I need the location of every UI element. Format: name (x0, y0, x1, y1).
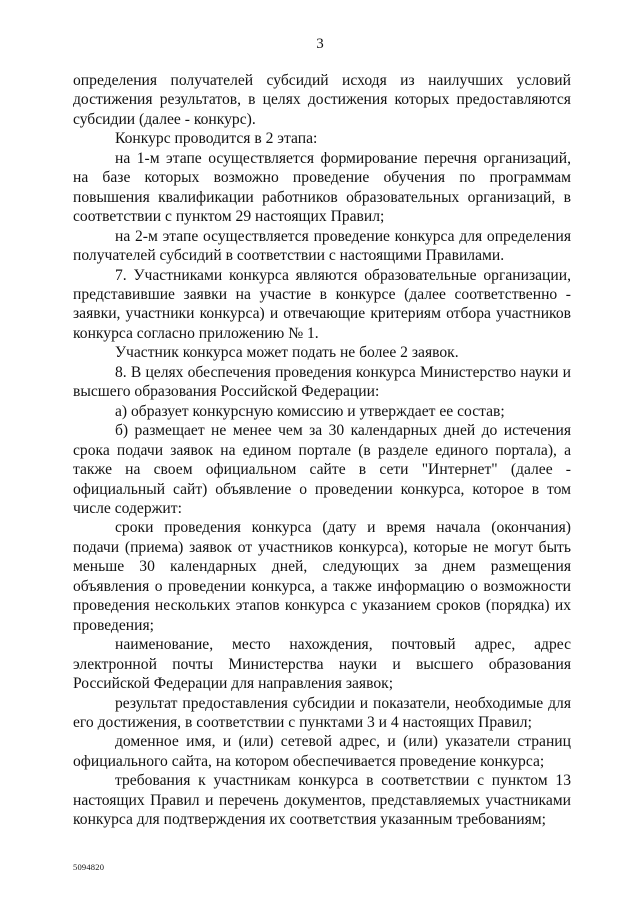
paragraph-continuation: определения получателей субсидий исходя из наилучших условий достижения результатов, в целях достижения которых предоставляются субсидии (далее - конкурс). (73, 72, 571, 128)
paragraph-domain: доменное имя, и (или) сетевой адрес, и (или) указатели страниц официального сайта, на котором обеспечивается проведение конкурса; (73, 733, 571, 770)
paragraph-result: результат предоставления субсидии и показатели, необходимые для его достижения, в соответствии с пунктами 3 и 4 настоящих Правил; (73, 694, 571, 731)
paragraph-item-7: 7. Участниками конкурса являются образовательные организации, представившие заявки на участие в конкурсе (далее соответственно - заявки, участники конкурса) и отвечающие критериям отбора участников конкурса согласно приложению № 1. (73, 266, 571, 342)
paragraph-stages-intro: Конкурс проводится в 2 этапа: (115, 130, 318, 148)
paragraph-stage-1: на 1-м этапе осуществляется формирование перечня организаций, на базе которых возможно проведение обучения по программам повышения квалификации работников образовательных организаций, в соответствии с пунктом 29 настоящих Правил; (73, 149, 571, 226)
document-id: 5094820 (73, 862, 105, 872)
paragraph-address: наименование, место нахождения, почтовый адрес, адрес электронной почты Министерства науки и высшего образования Российской Федерации для направления заявок; (73, 636, 571, 693)
paragraph-item-8a: а) образует конкурсную комиссию и утверждает ее состав; (115, 402, 505, 420)
paragraph-requirements: требования к участникам конкурса в соответствии с пунктом 13 настоящих Правил и перечень документов, представляемых участниками конкурса для подтверждения их соответствия указанным требованиям; (73, 772, 571, 829)
paragraph-item-8b: б) размещает не менее чем за 30 календарных дней до истечения срока подачи заявок на едином портале (в разделе единого портала), а также на своем официальном сайте в сети "Интернет" (далее - официальный сайт) объявление о проведении конкурса, которое в том числе содержит: (73, 422, 571, 517)
paragraph-item-8: 8. В целях обеспечения проведения конкурса Министерство науки и высшего образования Российской Федерации: (73, 363, 571, 401)
paragraph-application-limit: Участник конкурса может подать не более 2 заявок. (115, 344, 459, 362)
paragraph-stage-2: на 2-м этапе осуществляется проведение конкурса для определения получателей субсидий в соответствии с настоящими Правилами. (73, 227, 571, 265)
document-body (73, 71, 571, 830)
page-number: 3 (316, 36, 324, 52)
paragraph-terms: сроки проведения конкурса (дату и время начала (окончания) подачи (приема) заявок от участников конкурса), которые не могут быть меньше 30 календарных дней, следующих за днем размещения объявления о проведении конкурса, а также информацию о возможности проведения нескольких этапов конкурса с указанием сроков (порядка) их проведения; (73, 519, 571, 634)
